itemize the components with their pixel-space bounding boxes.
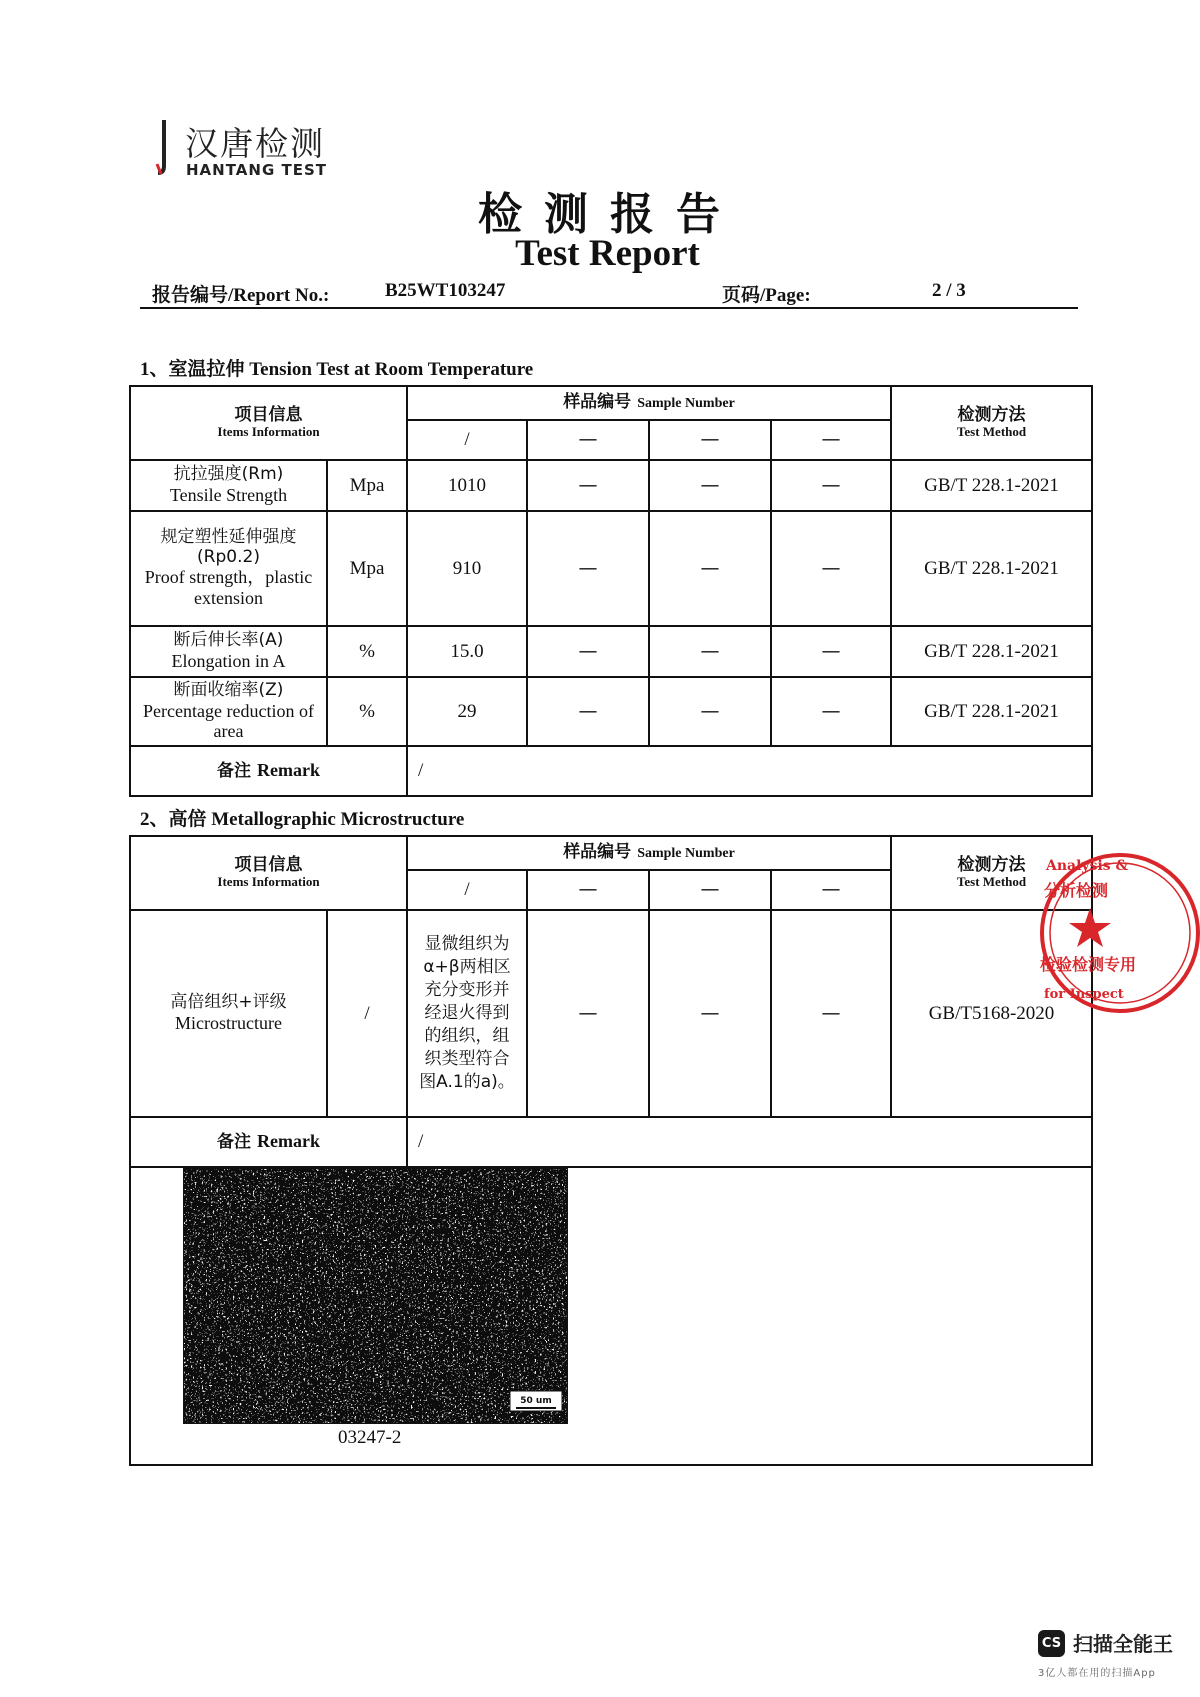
page-number: 2 / 3 [932,280,966,301]
camscanner-tagline: 3亿人都在用的扫描App [1038,1668,1156,1679]
unit-cell: Mpa [327,511,407,626]
unit-cell: % [327,677,407,746]
header-divider [140,307,1078,309]
sample-id-cell: / [407,420,527,460]
result-cell: 显微组织为α+β两相区充分变形并经退火得到的组织，组织类型符合图A.1的a)。 [407,910,527,1117]
item-name-cell: 抗拉强度(Rm) Tensile Strength [130,460,327,511]
sample-id-cell: — [649,870,771,910]
table-row [130,511,1092,626]
result-cell: — [771,460,891,511]
scale-bar-label: 50 um [520,1396,552,1406]
result-cell: — [771,511,891,626]
camscanner-name: 扫描全能王 [1073,1632,1173,1656]
result-cell: — [649,677,771,746]
sample-id-cell: — [527,870,649,910]
section1-title: 1、室温拉伸 Tension Test at Room Temperature [140,359,534,380]
result-cell: 1010 [407,460,527,511]
hantang-logo-icon [155,118,169,176]
sample-id-cell: — [649,420,771,460]
remark-row [130,746,1092,796]
svg-text:for Inspect: for Inspect [1044,987,1124,1002]
result-cell: — [771,910,891,1117]
tension-test-table [129,385,1093,797]
unit-cell: Mpa [327,460,407,511]
item-name-cell: 断面收缩率(Z) Percentage reduction of area [130,677,327,746]
method-cell: GB/T 228.1-2021 [891,460,1092,511]
sample-id-cell: / [407,870,527,910]
micrograph-caption: 03247-2 [338,1427,402,1448]
result-cell: — [527,626,649,677]
item-name-cell: 规定塑性延伸强度 (Rp0.2) Proof strength，plastic extension [130,511,327,626]
item-name-cell: 断后伸长率(A) Elongation in A [130,626,327,677]
sample-number-header: 样品编号 Sample Number [407,836,891,870]
report-title-cn: 检测报告 [478,189,742,240]
unit-cell: % [327,626,407,677]
svg-text:Analysis &: Analysis & [1046,858,1129,874]
logo-name-en: HANTANG TEST [186,161,327,179]
items-info-header: 项目信息 Items Information [130,386,407,460]
remark-value: / [407,1117,1092,1167]
table-row [130,677,1092,746]
item-name-cell: 高倍组织+评级 Microstructure [130,910,327,1117]
test-method-header: 检测方法 Test Method [891,836,1092,910]
sample-number-header: 样品编号 Sample Number [407,386,891,420]
result-cell: — [771,677,891,746]
items-info-header: 项目信息 Items Information [130,836,407,910]
sample-id-cell: — [771,870,891,910]
result-cell: — [649,626,771,677]
result-cell: — [649,511,771,626]
test-method-header: 检测方法 Test Method [891,386,1092,460]
result-cell: 15.0 [407,626,527,677]
table-row [130,626,1092,677]
remark-label: 备注 Remark [130,1117,407,1167]
method-cell: GB/T 228.1-2021 [891,677,1092,746]
section2-title: 2、高倍 Metallographic Microstructure [140,809,465,830]
report-no: B25WT103247 [385,280,506,301]
sample-id-cell: — [527,420,649,460]
method-cell: GB/T 228.1-2021 [891,626,1092,677]
result-cell: — [771,626,891,677]
svg-text:分析检测: 分析检测 [1044,881,1109,900]
method-cell: GB/T5168-2020 [891,910,1092,1117]
result-cell: — [527,910,649,1117]
unit-cell: / [327,910,407,1117]
camscanner-logo-icon: CS [1038,1630,1065,1657]
report-title-en: Test Report [515,233,700,274]
page-label: 页码/Page: [722,285,811,306]
svg-text:检验检测专用: 检验检测专用 [1040,955,1137,974]
result-cell: — [649,460,771,511]
result-cell: 29 [407,677,527,746]
result-cell: — [527,677,649,746]
result-cell: — [527,460,649,511]
result-cell: — [649,910,771,1117]
logo-name-cn: 汉唐检测 [185,124,325,163]
method-cell: GB/T 228.1-2021 [891,511,1092,626]
remark-label: 备注 Remark [130,746,407,796]
table-row [130,910,1092,1117]
table-row [130,460,1092,511]
micrograph-image [183,1168,568,1424]
sample-id-cell: — [771,420,891,460]
report-no-label: 报告编号/Report No.: [152,285,330,306]
remark-value: / [407,746,1092,796]
remark-row [130,1117,1092,1167]
result-cell: — [527,511,649,626]
result-cell: 910 [407,511,527,626]
inspection-stamp [1040,848,1200,1018]
